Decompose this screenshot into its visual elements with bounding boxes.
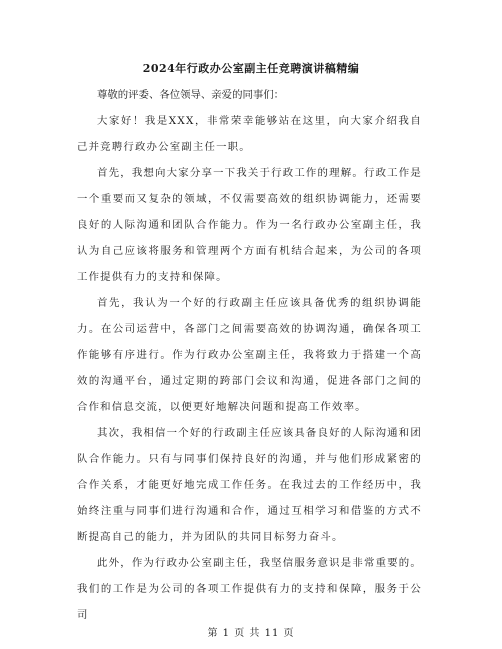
salutation: 尊敬的评委、各位领导、亲爱的同事们： — [97, 89, 285, 101]
paragraph-4: 其次，我相信一个好的行政副主任应该具备良好的人际沟通和团队合作能力。只有与同事们保持良好的沟通，并与他们形成紧密的合作关系，才能更好地完成工作任务。在我过去的工作经历中，我始终注重与同事们进行沟通和合作，通过互相学习和借鉴的方式不断提高自己的能力，并为团队的共同目标努力奋斗。 — [77, 427, 422, 543]
paragraph-2: 首先，我想向大家分享一下我关于行政工作的理解。行政工作是一个重要而又复杂的领域，不仅需要高效的组织协调能力，还需要良好的人际沟通和团队合作能力。作为一名行政办公室副主任，我认为自己应该将服务和管理两个方面有机结合起来，为公司的各项工作提供有力的支持和保障。 — [77, 167, 422, 283]
paragraph-3: 首先，我认为一个好的行政副主任应该具备优秀的组织协调能力。在公司运营中，各部门之间需要高效的协调沟通，确保各项工作能够有序进行。作为行政办公室副主任，我将致力于搭建一个高效的沟通平台，通过定期的跨部门会议和沟通，促进各部门之间的合作和信息交流，以便更好地解决问题和提高工作效率。 — [77, 297, 422, 413]
paragraph-5: 此外，作为行政办公室副主任，我坚信服务意识是非常重要的。我们的工作是为公司的各项工作提供有力的支持和保障，服务于公司 — [77, 557, 422, 621]
document-body — [77, 82, 422, 628]
page-number-footer: 第 1 页 共 11 页 — [207, 628, 295, 639]
paragraph-1: 大家好！我是XXX，非常荣幸能够站在这里，向大家介绍我自己并竞聘行政办公室副主任一职。 — [77, 115, 422, 153]
document-title: 2024年行政办公室副主任竞聘演讲稿精编 — [142, 62, 360, 75]
